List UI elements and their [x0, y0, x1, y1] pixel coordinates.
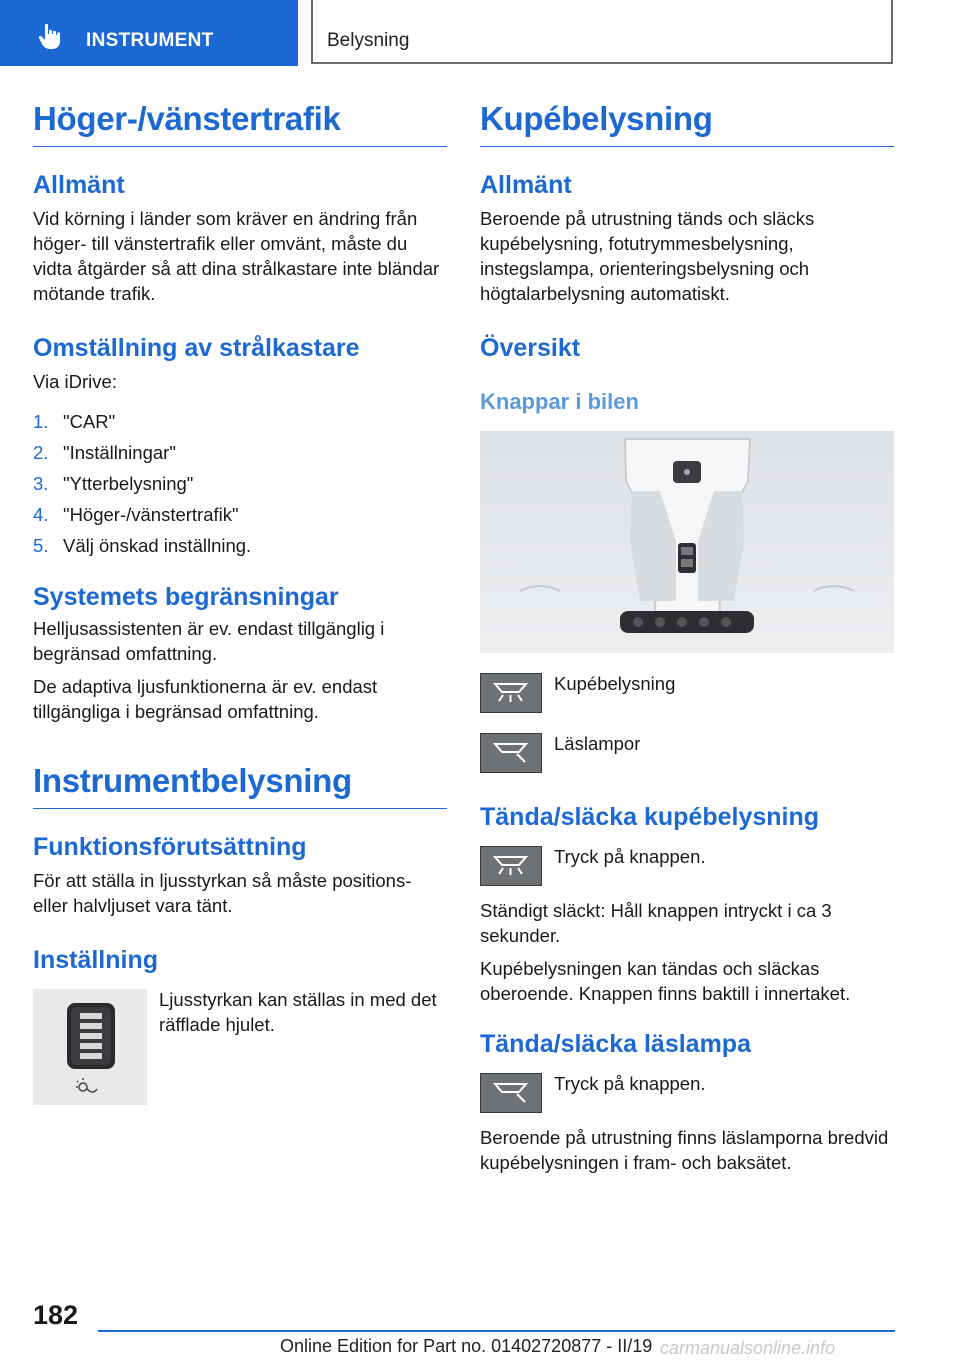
legend-row-1 — [480, 673, 894, 713]
interior-light-icon — [480, 673, 542, 713]
roof-console-illustration — [480, 431, 894, 653]
steps-list — [33, 406, 447, 561]
watermark: carmanualsonline.info — [660, 1338, 836, 1358]
page-header — [0, 0, 960, 66]
setting-text: Ljusstyrkan kan ställas in med det räfflade hjulet. — [159, 989, 437, 1035]
reading-lamps-text: Beroende på utrustning finns läslamporna bredvid kupébelysningen i fram- och baksätet. — [480, 1127, 889, 1173]
edition-text: Online Edition for Part no. 01402720877 - II/19 — [280, 1336, 653, 1356]
heading-buttons-in-car: Knappar i bilen — [480, 389, 639, 414]
requirement-text: För att ställa in ljusstyrkan så måste positions- eller halvljuset vara tänt. — [33, 870, 412, 916]
legend-text-1: Kupébelysning — [554, 673, 676, 694]
limits-text-2: De adaptiva ljusfunktionerna är ev. endast tillgängliga i begränsad omfattning. — [33, 676, 378, 722]
heading-interior-lighting: Kupébelysning — [480, 100, 894, 147]
heading-toggle-interior: Tända/släcka kupébelysning — [480, 803, 820, 831]
heading-general-left: Allmänt — [33, 171, 125, 199]
heading-traffic: Höger-/vänstertrafik — [33, 100, 447, 147]
roof-console-image — [480, 431, 894, 653]
section-tab[interactable] — [0, 0, 298, 66]
right-column — [480, 100, 894, 1175]
chapter-label: Belysning — [327, 30, 410, 51]
list-item: 1. "CAR" — [33, 411, 116, 432]
knurled-wheel-image — [33, 989, 147, 1105]
heading-function-requirement: Funktionsförutsättning — [33, 833, 307, 861]
list-item: 4. "Höger-/vänstertrafik" — [33, 504, 239, 525]
heading-system-limits: Systemets begränsningar — [33, 583, 339, 611]
heading-setting: Inställning — [33, 946, 158, 974]
independent-text: Kupébelysningen kan tändas och släckas oberoende. Knappen finns baktill i innertaket. — [480, 958, 851, 1004]
heading-headlight-switch: Omställning av strålkastare — [33, 334, 360, 362]
toggle-reading-row — [480, 1073, 894, 1113]
footer-divider — [98, 1330, 895, 1332]
list-item: 3. "Ytterbelysning" — [33, 473, 194, 494]
heading-toggle-reading: Tända/släcka läslampa — [480, 1030, 751, 1058]
list-item: 2. "Inställningar" — [33, 442, 176, 463]
list-item: 5. Välj önskad inställning. — [33, 535, 252, 556]
setting-row — [33, 989, 447, 1105]
legend-row-2 — [480, 733, 894, 773]
reading-light-icon — [480, 1073, 542, 1113]
general-text-left: Vid körning i länder som kräver en ändring från höger- till vänstertrafik eller omvänt, måste du vidta åtgärder så att dina strålkastare inte bländar mötande trafik. — [33, 208, 440, 304]
limits-text-1: Helljusassistenten är ev. endast tillgänglig i begränsad omfattning. — [33, 618, 385, 664]
reading-light-icon — [480, 733, 542, 773]
left-column — [33, 100, 447, 1105]
always-off-text: Ständigt släckt: Håll knappen intryckt i ca 3 sekunder. — [480, 900, 832, 946]
toggle-interior-text: Tryck på knappen. — [554, 846, 706, 867]
general-text-right: Beroende på utrustning tänds och släcks kupébelysning, fotutrymmesbelysning, instegslampa, orienteringsbelysning och högtalarbelysning automatiskt. — [480, 208, 815, 304]
heading-instrument-lighting: Instrumentbelysning — [33, 762, 447, 809]
interior-light-icon — [480, 846, 542, 886]
toggle-reading-text: Tryck på knappen. — [554, 1073, 706, 1094]
knurled-wheel-icon — [33, 989, 147, 1105]
toggle-interior-row — [480, 846, 894, 886]
heading-overview: Översikt — [480, 334, 581, 362]
heading-general-right: Allmänt — [480, 171, 572, 199]
pointing-hand-icon — [36, 22, 66, 52]
chapter-box — [311, 0, 893, 64]
page-number: 182 — [33, 1300, 79, 1330]
section-label: INSTRUMENT — [86, 30, 214, 51]
idrive-intro: Via iDrive: — [33, 371, 117, 392]
legend-text-2: Läslampor — [554, 733, 641, 754]
